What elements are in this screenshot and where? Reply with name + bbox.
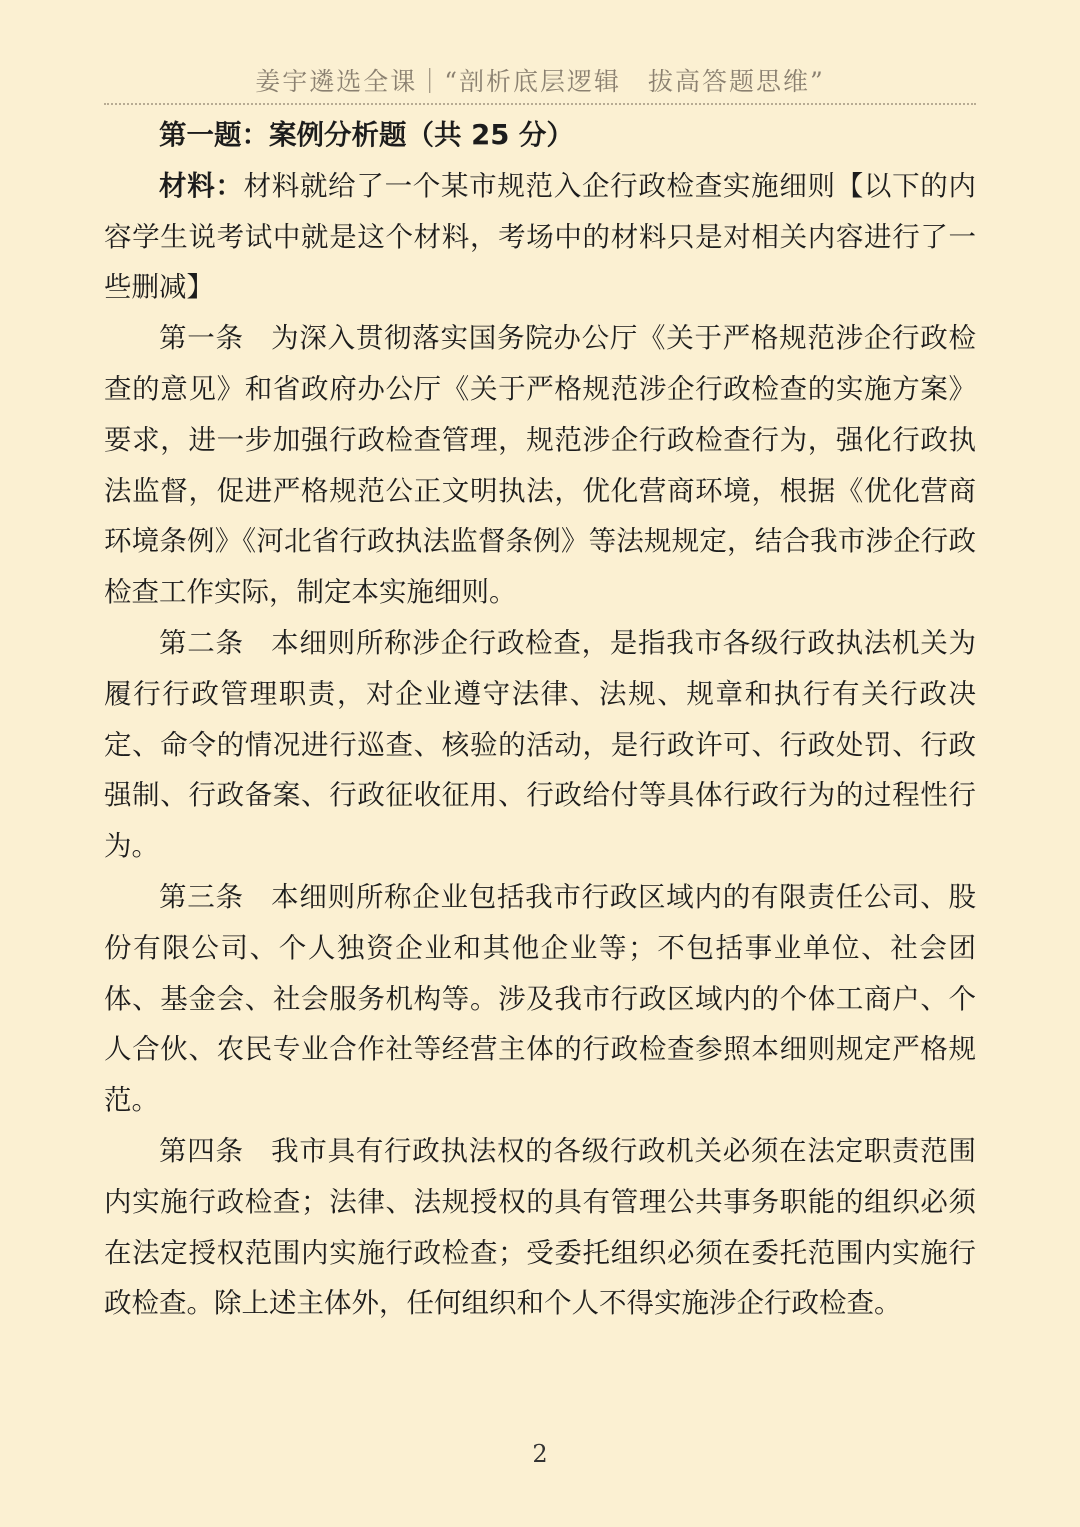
article-3 [104,872,976,1126]
article-2-text: 本细则所称涉企行政检查，是指我市各级行政执法机关为履行行政管理职责，对企业遵守法律、法规、规章和执行有关行政决定、命令的情况进行巡查、核验的活动，是行政许可、行政处罚、行政强制、行政备案、行政征收征用、行政给付等具体行政行为的过程性行为。 [104,626,977,863]
page-header: 姜宇遴选全课｜“剖析底层逻辑 拔高答题思维” [255,67,825,96]
article-1-head: 第一条 [159,322,244,355]
header-divider [104,103,976,105]
article-3-text: 本细则所称企业包括我市行政区域内的有限责任公司、股份有限公司、个人独资企业和其他企业等；不包括事业单位、社会团体、基金会、社会服务机构等。涉及我市行政区域内的个体工商户、个人合伙、农民专业合作社等经营主体的行政检查参照本细则规定严格规范。 [104,880,977,1117]
page-number: 2 [532,1440,548,1468]
article-4-text: 我市具有行政执法权的各级行政机关必须在法定职责范围内实施行政检查；法律、法规授权的具有管理公共事务职能的组织必须在法定授权范围内实施行政检查；受委托组织必须在委托范围内实施行政检查。除上述主体外，任何组织和个人不得实施涉企行政检查。 [104,1134,977,1320]
material-text: 材料就给了一个某市规范入企行政检查实施细则【以下的内容学生说考试中就是这个材料，考场中的材料只是对相关内容进行了一些删减】 [104,169,977,304]
question-title: 第一题：案例分析题（共 25 分） [159,119,574,151]
article-2 [104,618,976,872]
document-body [104,110,976,1329]
material-label: 材料： [159,169,244,202]
article-4 [104,1126,976,1329]
article-4-head: 第四条 [159,1134,244,1167]
article-2-head: 第二条 [159,626,244,659]
article-3-head: 第三条 [159,880,244,913]
article-1 [104,313,976,618]
material-paragraph [104,161,976,313]
article-1-text: 为深入贯彻落实国务院办公厅《关于严格规范涉企行政检查的意见》和省政府办公厅《关于严格规范涉企行政检查的实施方案》要求，进一步加强行政检查管理，规范涉企行政检查行为，强化行政执法监督，促进严格规范公正文明执法，优化营商环境，根据《优化营商环境条例》《河北省行政执法监督条例》等法规规定，结合我市涉企行政检查工作实际，制定本实施细则。 [104,322,977,609]
